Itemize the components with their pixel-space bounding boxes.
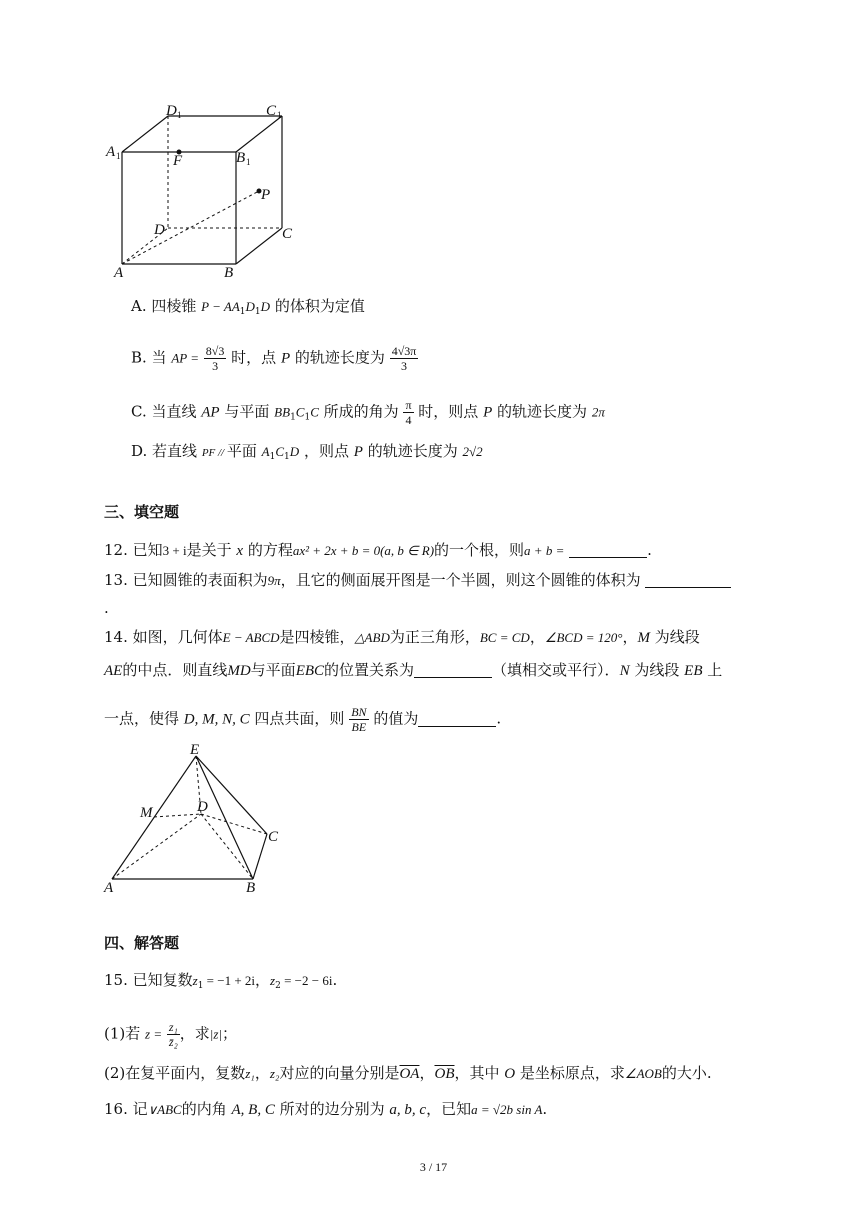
answer-blank-14b <box>418 712 496 727</box>
text-run: 的值为 <box>373 709 419 728</box>
option-B <box>131 344 418 373</box>
subscript: 1 <box>239 307 246 317</box>
text-run: E − ABCD <box>222 630 280 645</box>
text-run: . <box>332 971 338 989</box>
edge-EC <box>196 756 267 834</box>
text-run: 2π <box>591 404 605 420</box>
fraction-denominator: 3 <box>212 359 219 373</box>
text-run: （填相交或平行）． <box>492 661 620 679</box>
subscript: 1 <box>304 412 311 423</box>
text-run: 的轨迹长度为 <box>294 348 385 367</box>
edge-BC <box>236 228 282 264</box>
text-run: C. 当直线 <box>131 402 197 421</box>
text-run: 时，则点 <box>418 402 479 421</box>
text-run: ， <box>254 1064 270 1082</box>
text-run: D. 若直线 <box>131 442 198 460</box>
text-run: ∨ABC <box>147 1102 182 1117</box>
label-C: C <box>268 829 279 845</box>
text-run: D <box>289 444 300 459</box>
question-13-end: . <box>104 599 109 617</box>
text-run: A. 四棱锥 <box>131 297 197 315</box>
text-run: 是四棱锥， <box>279 628 355 646</box>
text-run: BB <box>274 404 291 420</box>
subscript: 2 <box>275 981 281 991</box>
text-run: 一点，使得 <box>104 709 180 728</box>
label-C1: C <box>266 103 277 119</box>
pyramid-figure <box>100 738 290 896</box>
fraction-pi-over-4 <box>403 398 413 427</box>
subscript: 1 <box>269 452 276 462</box>
subscript: 1 <box>197 981 204 991</box>
text-run: z <box>270 973 276 988</box>
text-run: ，且它的侧面展开图是一个半圆，则这个圆锥的体积为 <box>280 571 641 589</box>
option-A <box>131 296 365 322</box>
text-run: . <box>542 1100 548 1118</box>
text-run: ，则点 <box>303 442 349 460</box>
question-13 <box>104 570 731 591</box>
label-E: E <box>190 742 200 758</box>
section-title-fill-in: 三、填空题 <box>104 503 180 521</box>
answer-blank-12 <box>569 543 647 558</box>
label-C1-sub: 1 <box>277 110 282 120</box>
text-run: 的体积为定值 <box>274 297 365 315</box>
fraction-denominator: 4 <box>405 413 412 427</box>
cube-figure <box>104 98 314 284</box>
text-run: D <box>245 299 255 314</box>
text-run: C <box>275 444 285 459</box>
text-run: O <box>504 1066 516 1082</box>
page-number: 3 / 17 <box>419 1160 448 1174</box>
text-run: 的中点．则直线 <box>122 661 228 679</box>
text-run: A, B, C <box>231 1102 275 1118</box>
label-D1: D <box>166 103 177 119</box>
text-run: (1)若 <box>104 1024 141 1043</box>
fraction-numerator: π <box>405 398 412 412</box>
question-14-line2 <box>104 660 722 681</box>
text-run: P <box>483 404 493 421</box>
text-run: ， <box>529 628 545 646</box>
text-run: z₂ <box>269 1066 280 1081</box>
text-run: 的轨迹长度为 <box>367 442 458 460</box>
text-run: 的位置关系为 <box>324 661 415 679</box>
fraction-4root3pi-over-3 <box>390 344 419 373</box>
question-15-part2 <box>104 1063 712 1084</box>
text-run: = −2 − 6i <box>280 973 333 988</box>
label-A1-sub: 1 <box>116 151 121 161</box>
text-run: 所成的角为 <box>323 402 399 421</box>
text-run: 时，点 <box>231 348 277 367</box>
edge-B1C1 <box>236 116 282 152</box>
text-run: 为线段 <box>654 628 700 646</box>
text-run: z = <box>145 1026 163 1042</box>
option-C <box>131 398 605 428</box>
label-C: C <box>282 226 293 242</box>
text-run: x <box>236 543 244 559</box>
text-run: = −1 + 2i <box>203 973 256 988</box>
text-run: (2)在复平面内，复数 <box>104 1064 246 1082</box>
edge-EB <box>196 756 253 879</box>
text-run: P − AA <box>201 299 240 314</box>
text-run: PF // <box>201 447 227 459</box>
label-D: D <box>197 799 208 815</box>
option-D <box>131 441 483 467</box>
label-D: D <box>154 222 165 238</box>
label-P: P <box>261 187 271 203</box>
edge-AD <box>112 814 201 879</box>
section-title-answer: 四、解答题 <box>104 934 180 952</box>
label-D1-sub: 1 <box>177 110 182 120</box>
question-12 <box>104 540 652 561</box>
question-15 <box>104 970 337 996</box>
text-run: C <box>295 404 305 420</box>
question-14-line1 <box>104 627 700 648</box>
fraction-numerator: 4√3π <box>391 344 417 358</box>
label-A: A <box>114 265 124 281</box>
fraction-z1-over-conj-z2 <box>167 1020 180 1049</box>
label-B: B <box>246 880 256 896</box>
fraction-numerator: BN <box>351 705 367 719</box>
text-run: 与平面 <box>250 661 296 679</box>
edge-EA <box>112 756 196 879</box>
text-run: P <box>280 350 291 367</box>
text-run: 是坐标原点，求 <box>519 1064 625 1082</box>
subscript: 1 <box>284 452 290 462</box>
text-run: z₁ <box>245 1066 255 1081</box>
fraction-denominator: 3 <box>401 359 408 373</box>
text-run: 9π <box>267 573 281 588</box>
text-run: C <box>310 404 319 420</box>
label-A1: A <box>106 144 116 160</box>
label-B1-sub: 1 <box>246 157 251 167</box>
edge-A1D1 <box>122 116 168 152</box>
subscript: 1 <box>254 307 261 317</box>
text-run: 12. 已知 <box>104 541 163 559</box>
text-run: EB <box>684 663 703 679</box>
text-run: . <box>647 541 652 559</box>
fraction-BN-over-BE <box>349 705 368 734</box>
edge-BC <box>253 834 267 879</box>
text-run: 16. 记 <box>104 1100 148 1118</box>
text-run: ，已知 <box>426 1100 472 1118</box>
text-run: 的内角 <box>181 1100 227 1118</box>
text-run: ， <box>419 1064 435 1082</box>
text-run: ax² + 2x + b = 0(a, b ∈ R) <box>292 543 435 558</box>
text-run: N <box>619 663 630 679</box>
text-run: P <box>353 444 363 460</box>
text-run: ∠BCD = 120° <box>544 630 623 645</box>
text-run: EBC <box>295 663 325 679</box>
text-run: 14. 如图，几何体 <box>104 628 223 646</box>
subscript: 1 <box>290 412 296 423</box>
label-M: M <box>140 805 153 821</box>
label-B1: B <box>236 150 246 166</box>
text-run: BC = CD <box>479 630 530 645</box>
text-run: 的方程 <box>247 541 293 559</box>
text-run: ∠AOB <box>624 1066 662 1081</box>
text-run: 所对的边分别为 <box>279 1100 385 1118</box>
text-run: 上 <box>707 661 723 679</box>
text-run: 15. 已知复数 <box>104 971 193 989</box>
text-run: ； <box>221 1024 237 1043</box>
text-run: AE <box>104 663 123 679</box>
question-16 <box>104 1099 547 1120</box>
text-run: 的一个根，则 <box>434 541 525 559</box>
text-run: 的轨迹长度为 <box>497 402 588 421</box>
text-run: B. 当 <box>131 348 167 367</box>
text-run: 与平面 <box>224 402 270 421</box>
text-run: 平面 <box>226 442 257 460</box>
text-run: 2√2 <box>462 444 483 459</box>
segment-MD <box>154 814 201 817</box>
text-run: a = √2b sin A <box>471 1102 543 1117</box>
answer-blank-14a <box>414 663 492 678</box>
text-run: D <box>260 299 271 314</box>
text-run: 对应的向量分别是 <box>279 1064 400 1082</box>
text-run: 的大小. <box>661 1064 712 1082</box>
text-run: ， <box>622 628 638 646</box>
text-run: . <box>496 709 502 728</box>
text-run: $\overline{OB}$ <box>434 1066 455 1082</box>
text-run: △ABD <box>354 630 390 645</box>
text-run: M <box>637 630 650 646</box>
text-run: A <box>261 444 270 459</box>
segment-AP <box>122 191 259 264</box>
question-14-line3 <box>104 705 501 734</box>
answer-blank-13 <box>645 573 731 588</box>
fraction-denominator: z̄₂ <box>168 1035 178 1049</box>
text-run: $\overline{OA}$ <box>399 1066 420 1082</box>
text-run: |z| <box>209 1026 222 1042</box>
text-run: 13. 已知圆锥的表面积为 <box>104 571 268 589</box>
question-15-part1 <box>104 1020 237 1049</box>
fraction-numerator: z₁ <box>168 1020 178 1034</box>
text-run: a, b, c <box>389 1102 427 1118</box>
label-B: B <box>224 265 234 281</box>
text-run: 为正三角形， <box>389 628 480 646</box>
text-run: D, M, N, C <box>183 711 250 728</box>
text-run: z <box>192 973 198 988</box>
text-run: a + b = <box>524 543 565 558</box>
text-run: 四点共面，则 <box>254 709 345 728</box>
label-A: A <box>104 880 114 896</box>
text-run: ， <box>255 971 271 989</box>
text-run: 是关于 <box>186 541 232 559</box>
fraction-numerator: 8√3 <box>205 344 225 358</box>
text-run: 为线段 <box>634 661 680 679</box>
text-run: AP <box>201 404 220 421</box>
fraction-denominator: BE <box>351 720 367 734</box>
text-run: 3 + i <box>162 543 187 558</box>
text-run: ，其中 <box>454 1064 500 1082</box>
text-run: ，求 <box>179 1024 210 1043</box>
text-run: MD <box>227 663 251 679</box>
text-run: AP = <box>171 350 200 366</box>
label-F: F <box>173 153 183 169</box>
fraction-8root3-over-3 <box>204 344 227 373</box>
